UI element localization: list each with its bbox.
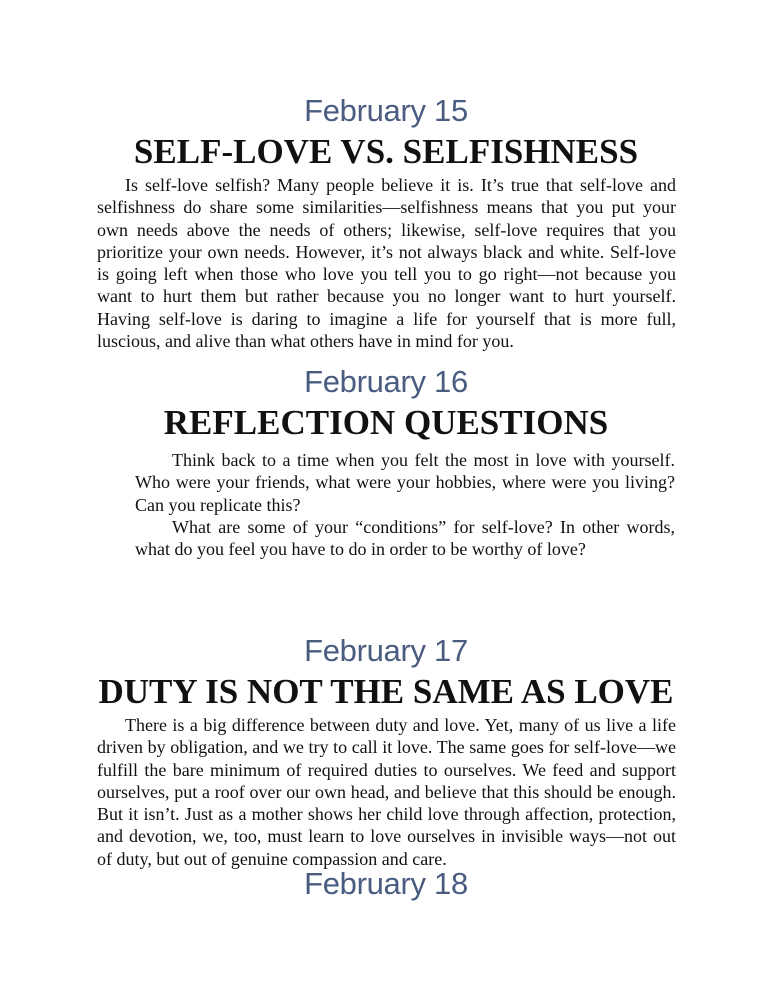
entry-title-duty-is-not-the-same-as-love: DUTY IS NOT THE SAME AS LOVE — [98, 672, 674, 711]
reflection-question-2: What are some of your “conditions” for self-love? In other words, what do you feel you have to do in order to be worthy of love? — [135, 517, 675, 560]
entry-paragraph-feb-17: There is a big difference between duty and love. Yet, many of us live a life driven by obligation, and we try to call it love. The same goes for self-love—we fulfill the bare minimum of required duties to ourselves. We feed and support ourselves, put a roof over our own head, and believe that this should be enough. But it isn’t. Just as a mother shows her child love through affection, protection, and devotion, we, too, must learn to love ourselves in invisible ways—not out of duty, but out of genuine compassion and care. — [97, 715, 676, 869]
entry-title-reflection-questions: REFLECTION QUESTIONS — [163, 403, 609, 442]
entry-date-feb-17: February 17 — [304, 633, 468, 668]
entry-date-feb-15: February 15 — [304, 93, 468, 128]
entry-paragraph-feb-15: Is self-love selfish? Many people believe it is. It’s true that self-love and selfishness do share some similarities—selfishness means that you put your own needs above the needs of others; likewise, self-love requires that you prioritize your own needs. However, it’s not always black and white. Self-love is going left when those who love you tell you to go right—not because you want to hurt them but rather because you no longer want to hurt yourself. Having self-love is daring to imagine a life for yourself that is more full, luscious, and alive than what others have in mind for you. — [97, 175, 676, 352]
entry-date-feb-18: February 18 — [304, 866, 468, 901]
entry-date-feb-16: February 16 — [304, 364, 468, 399]
entry-title-self-love-vs-selfishness: SELF-LOVE VS. SELFISHNESS — [133, 132, 639, 171]
reflection-question-1: Think back to a time when you felt the most in love with yourself. Who were your friends, what were your hobbies, where were you living? Can you replicate this? — [135, 450, 675, 515]
